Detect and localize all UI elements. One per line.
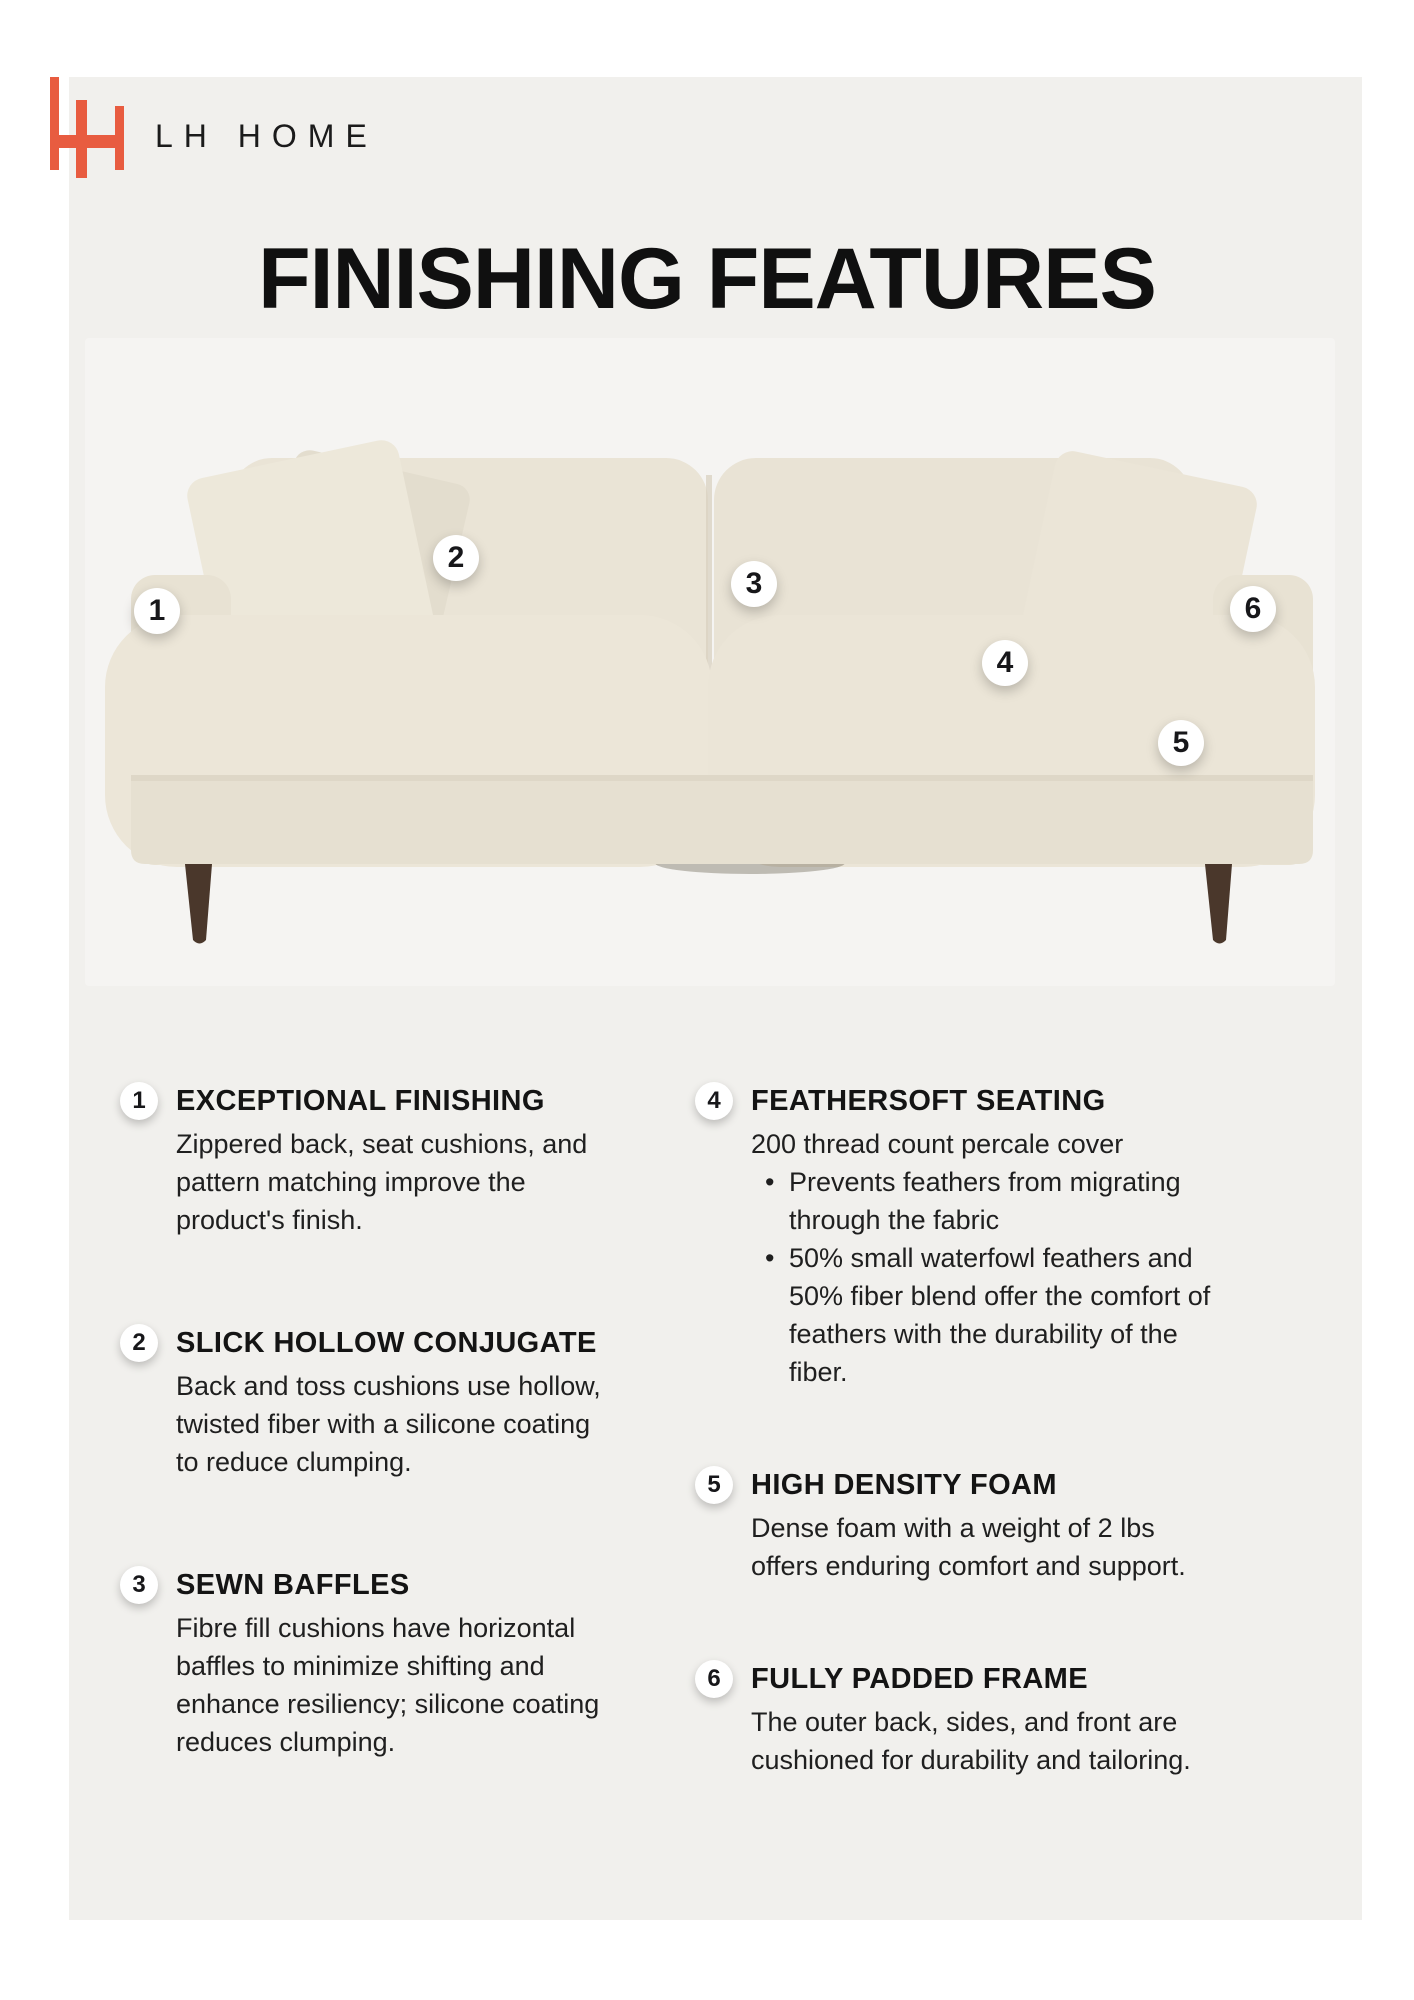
feature-number-badge: 5: [695, 1466, 733, 1504]
logo-bar: [50, 135, 124, 148]
feature-description: Back and toss cushions use hollow, twisted fiber with a silicone coating to reduce clumping.: [176, 1371, 601, 1477]
feature-bullet: • 50% small waterfowl feathers and 50% fiber blend offer the comfort of feathers with the durability of the fiber.: [751, 1239, 1231, 1391]
feature-number-badge: 6: [695, 1660, 733, 1698]
feature-description: The outer back, sides, and front are cushioned for durability and tailoring.: [751, 1707, 1191, 1775]
feature-column-right: [695, 1085, 1255, 1857]
feature-number-badge: 1: [120, 1082, 158, 1120]
feature-description: Fibre fill cushions have horizontal baffles to minimize shifting and enhance resiliency; silicone coating reduces clumping.: [176, 1613, 600, 1757]
feature-item-2: [120, 1327, 620, 1481]
feature-title: HIGH DENSITY FOAM: [751, 1469, 1057, 1501]
feature-title: FULLY PADDED FRAME: [751, 1663, 1088, 1695]
feature-title: FEATHERSOFT SEATING: [751, 1085, 1106, 1117]
feature-title: SEWN BAFFLES: [176, 1569, 410, 1601]
callout-marker-3: 3: [731, 561, 777, 607]
feature-bullet-list: [751, 1163, 1231, 1391]
feature-item-4: [695, 1085, 1255, 1391]
feature-item-3: [120, 1569, 620, 1761]
feature-description: Dense foam with a weight of 2 lbs offers enduring comfort and support.: [751, 1513, 1186, 1581]
brand-wordmark: LH HOME: [155, 118, 378, 154]
page-title: FINISHING FEATURES: [258, 231, 1156, 327]
callout-marker-5: 5: [1158, 720, 1204, 766]
sofa-figure: [60, 330, 1360, 990]
feature-item-5: [695, 1469, 1255, 1585]
callout-marker-2: 2: [433, 535, 479, 581]
feature-description: Zippered back, seat cushions, and pattern matching improve the product's finish.: [176, 1129, 588, 1235]
feature-title: EXCEPTIONAL FINISHING: [176, 1085, 545, 1117]
logo-bar: [50, 77, 59, 170]
sofa-illustration: [60, 330, 1360, 990]
feature-title: SLICK HOLLOW CONJUGATE: [176, 1327, 597, 1359]
feature-item-1: [120, 1085, 620, 1239]
callout-marker-1: 1: [134, 588, 180, 634]
feature-bullet: • Prevents feathers from migrating through the fabric: [751, 1163, 1231, 1239]
callout-marker-6: 6: [1230, 586, 1276, 632]
lh-monogram-logo: [50, 77, 124, 178]
callout-marker-4: 4: [982, 640, 1028, 686]
feature-description: 200 thread count percale cover: [751, 1129, 1124, 1159]
sofa-base: [131, 775, 1313, 864]
feature-number-badge: 2: [120, 1324, 158, 1362]
feature-number-badge: 4: [695, 1082, 733, 1120]
feature-column-left: [120, 1085, 620, 1849]
feature-item-6: [695, 1663, 1255, 1779]
sofa-legs: [185, 864, 1232, 944]
feature-number-badge: 3: [120, 1566, 158, 1604]
